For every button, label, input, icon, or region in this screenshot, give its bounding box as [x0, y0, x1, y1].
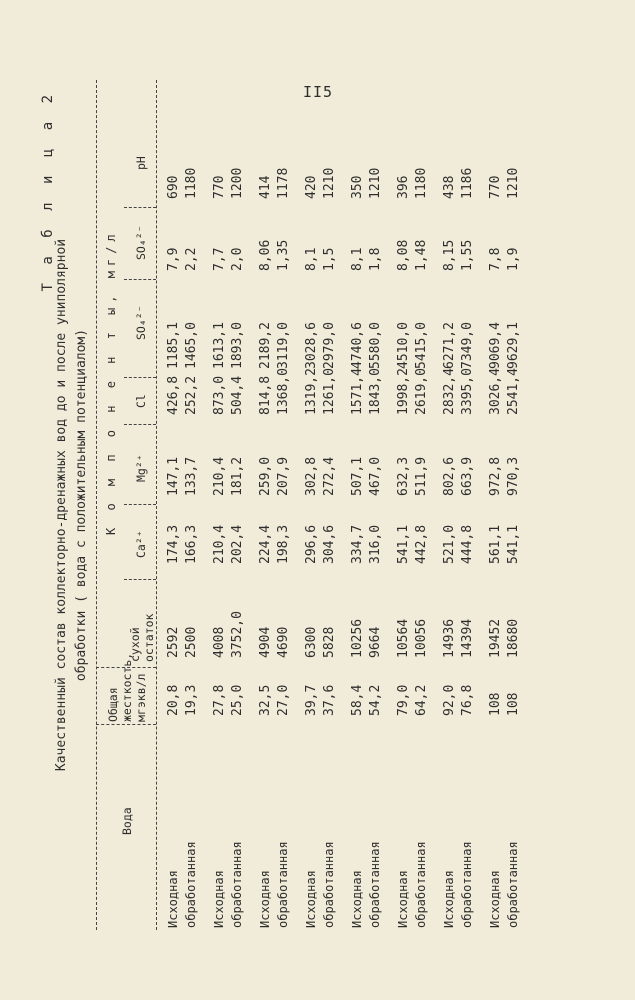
water-type-cell: Исходная [304, 870, 318, 928]
value-cell: 770 [488, 175, 503, 199]
header-ph: pH [134, 156, 148, 170]
value-cell: 108 [488, 692, 503, 716]
value-cell: 444,8 [460, 524, 475, 564]
water-type-cell: обработанная [322, 841, 336, 928]
value-cell: 690 [166, 175, 181, 199]
value-cell: 1571,4 [350, 368, 365, 415]
value-cell: 198,3 [276, 524, 291, 564]
value-cell: 58,4 [350, 684, 365, 716]
header-cl: Cl [134, 394, 148, 408]
value-cell: 350 [350, 175, 365, 199]
value-cell: 2832,4 [442, 368, 457, 415]
value-cell: 79,0 [396, 684, 411, 716]
value-cell: 252,2 [184, 375, 199, 415]
table-row [506, 80, 524, 930]
value-cell: 9664 [368, 626, 383, 658]
value-cell: 3028,6 [304, 322, 319, 369]
value-cell: 1180 [414, 167, 429, 199]
value-cell: 541,1 [396, 524, 411, 564]
value-cell: 1261,0 [322, 368, 337, 415]
value-cell: 27,0 [276, 684, 291, 716]
water-type-cell: обработанная [460, 841, 474, 928]
value-cell: 20,8 [166, 684, 181, 716]
header-separator [124, 377, 156, 378]
table-label: Т а б л и ц а 2 [40, 90, 56, 292]
value-cell: 1843,0 [368, 368, 383, 415]
water-type-cell: обработанная [414, 841, 428, 928]
value-cell: 1,8 [368, 247, 383, 271]
value-cell: 561,1 [488, 524, 503, 564]
table-row [258, 80, 276, 930]
value-cell: 8,08 [396, 239, 411, 271]
value-cell: 296,6 [304, 524, 319, 564]
header-separator [124, 424, 156, 425]
value-cell: 334,7 [350, 524, 365, 564]
value-cell: 7,9 [166, 247, 181, 271]
table-top-rule [96, 80, 97, 930]
header-separator [124, 579, 156, 580]
value-cell: 166,3 [184, 524, 199, 564]
value-cell: 2,0 [230, 247, 245, 271]
value-cell: 1185,1 [166, 322, 181, 369]
value-cell: 4510,0 [396, 322, 411, 369]
header-separator [124, 279, 156, 280]
value-cell: 802,6 [442, 456, 457, 496]
value-cell: 14394 [460, 618, 475, 658]
header-hardness [106, 653, 148, 722]
water-type-cell: обработанная [230, 841, 244, 928]
value-cell: 438 [442, 175, 457, 199]
value-cell: 174,3 [166, 524, 181, 564]
value-cell: 4008 [212, 626, 227, 658]
header-hardness-line: мгэкв/л [134, 673, 148, 722]
value-cell: 2541,4 [506, 368, 521, 415]
value-cell: 6271,2 [442, 322, 457, 369]
table-row [230, 80, 248, 930]
value-cell: 25,0 [230, 684, 245, 716]
header-so4: SO₄²⁻ [134, 305, 148, 340]
water-type-cell: обработанная [184, 841, 198, 928]
value-cell: 1186 [460, 167, 475, 199]
value-cell: 37,6 [322, 684, 337, 716]
table-row [304, 80, 322, 930]
table-row [396, 80, 414, 930]
value-cell: 396 [396, 175, 411, 199]
value-cell: 2,2 [184, 247, 199, 271]
value-cell: 814,8 [258, 375, 273, 415]
value-cell: 19,3 [184, 684, 199, 716]
value-cell: 3119,0 [276, 322, 291, 369]
value-cell: 1893,0 [230, 322, 245, 369]
value-cell: 1210 [322, 167, 337, 199]
value-cell: 32,5 [258, 684, 273, 716]
value-cell: 210,4 [212, 524, 227, 564]
value-cell: 5580,0 [368, 322, 383, 369]
header-components-group: К о м п о н е н т ы, мг/л [104, 229, 118, 535]
value-cell: 442,8 [414, 524, 429, 564]
value-cell: 511,9 [414, 456, 429, 496]
header-hardness-line: Общая [106, 687, 120, 722]
table-row [322, 80, 340, 930]
value-cell: 3752,0 [230, 611, 245, 658]
header-mg: Mg²⁺ [134, 454, 148, 482]
value-cell: 770 [212, 175, 227, 199]
value-cell: 3026,4 [488, 368, 503, 415]
value-cell: 5828 [322, 626, 337, 658]
water-type-cell: обработанная [506, 841, 520, 928]
water-type-cell: обработанная [368, 841, 382, 928]
value-cell: 2979,0 [322, 322, 337, 369]
value-cell: 521,0 [442, 524, 457, 564]
value-cell: 7,8 [488, 247, 503, 271]
value-cell: 4690 [276, 626, 291, 658]
value-cell: 1319,2 [304, 368, 319, 415]
table-row [166, 80, 184, 930]
water-type-cell: Исходная [350, 870, 364, 928]
value-cell: 2500 [184, 626, 199, 658]
value-cell: 302,8 [304, 456, 319, 496]
value-cell: 1465,0 [184, 322, 199, 369]
water-type-cell: Исходная [488, 870, 502, 928]
header-water: Вода [120, 807, 134, 835]
water-type-cell: Исходная [442, 870, 456, 928]
caption-line-2: обработки ( вода с положительным потенциалом) [74, 328, 89, 682]
value-cell: 8,1 [304, 247, 319, 271]
value-cell: 54,2 [368, 684, 383, 716]
value-cell: 10564 [396, 618, 411, 658]
value-cell: 64,2 [414, 684, 429, 716]
value-cell: 2592 [166, 626, 181, 658]
value-cell: 3395,0 [460, 368, 475, 415]
header-separator [96, 724, 156, 725]
header-separator [124, 504, 156, 505]
value-cell: 4740,6 [350, 322, 365, 369]
table-row [368, 80, 386, 930]
value-cell: 2189,2 [258, 322, 273, 369]
value-cell: 304,6 [322, 524, 337, 564]
value-cell: 426,8 [166, 375, 181, 415]
value-cell: 1613,1 [212, 322, 227, 369]
table-row [350, 80, 368, 930]
table-row [276, 80, 294, 930]
table-row [212, 80, 230, 930]
value-cell: 504,4 [230, 375, 245, 415]
header-ca: Ca²⁺ [134, 530, 148, 558]
value-cell: 7349,0 [460, 322, 475, 369]
value-cell: 541,1 [506, 524, 521, 564]
value-cell: 181,2 [230, 456, 245, 496]
value-cell: 1210 [506, 167, 521, 199]
value-cell: 10056 [414, 618, 429, 658]
value-cell: 7,7 [212, 247, 227, 271]
value-cell: 92,0 [442, 684, 457, 716]
value-cell: 10256 [350, 618, 365, 658]
value-cell: 210,4 [212, 456, 227, 496]
value-cell: 4904 [258, 626, 273, 658]
rotated-table-frame [40, 80, 588, 930]
value-cell: 970,3 [506, 456, 521, 496]
value-cell: 133,7 [184, 456, 199, 496]
value-cell: 108 [506, 692, 521, 716]
value-cell: 76,8 [460, 684, 475, 716]
table-row [414, 80, 432, 930]
value-cell: 207,9 [276, 456, 291, 496]
value-cell: 1180 [184, 167, 199, 199]
header-hardness-line: жесткость, [120, 652, 134, 722]
value-cell: 9629,1 [506, 322, 521, 369]
value-cell: 1,48 [414, 239, 429, 271]
value-cell: 18680 [506, 618, 521, 658]
water-type-cell: Исходная [166, 870, 180, 928]
value-cell: 1,35 [276, 239, 291, 271]
value-cell: 414 [258, 175, 273, 199]
value-cell: 5415,0 [414, 322, 429, 369]
value-cell: 27,8 [212, 684, 227, 716]
value-cell: 420 [304, 175, 319, 199]
value-cell: 2619,0 [414, 368, 429, 415]
header-dry-residue-line: остаток [142, 613, 156, 662]
value-cell: 1,55 [460, 239, 475, 271]
value-cell: 202,4 [230, 524, 245, 564]
value-cell: 873,0 [212, 375, 227, 415]
value-cell: 507,1 [350, 456, 365, 496]
value-cell: 147,1 [166, 456, 181, 496]
value-cell: 663,9 [460, 456, 475, 496]
value-cell: 1368,0 [276, 368, 291, 415]
value-cell: 6300 [304, 626, 319, 658]
value-cell: 8,1 [350, 247, 365, 271]
water-type-cell: Исходная [258, 870, 272, 928]
page-number: II5 [303, 83, 334, 101]
value-cell: 224,4 [258, 524, 273, 564]
value-cell: 272,4 [322, 456, 337, 496]
value-cell: 1,9 [506, 247, 521, 271]
header-dry-residue-line: сухой [128, 627, 142, 662]
table-row [460, 80, 478, 930]
value-cell: 1210 [368, 167, 383, 199]
value-cell: 8,06 [258, 239, 273, 271]
value-cell: 972,8 [488, 456, 503, 496]
value-cell: 259,0 [258, 456, 273, 496]
value-cell: 1178 [276, 167, 291, 199]
water-type-cell: Исходная [212, 870, 226, 928]
table-row [488, 80, 506, 930]
header-dry-residue [128, 614, 156, 662]
value-cell: 1,5 [322, 247, 337, 271]
header-separator [124, 207, 156, 208]
value-cell: 316,0 [368, 524, 383, 564]
value-cell: 19452 [488, 618, 503, 658]
value-cell: 9069,4 [488, 322, 503, 369]
value-cell: 632,3 [396, 456, 411, 496]
value-cell: 14936 [442, 618, 457, 658]
value-cell: 8,15 [442, 239, 457, 271]
water-type-cell: Исходная [396, 870, 410, 928]
value-cell: 1998,2 [396, 368, 411, 415]
value-cell: 1200 [230, 167, 245, 199]
table-row [184, 80, 202, 930]
table-row [442, 80, 460, 930]
header-so2: SO₄²⁻ [134, 225, 148, 260]
value-cell: 39,7 [304, 684, 319, 716]
water-type-cell: обработанная [276, 841, 290, 928]
value-cell: 467,0 [368, 456, 383, 496]
caption-line-1: Качественный состав коллекторно-дренажных вод до и после униполярной [54, 238, 69, 772]
table-header-rule [156, 80, 157, 930]
